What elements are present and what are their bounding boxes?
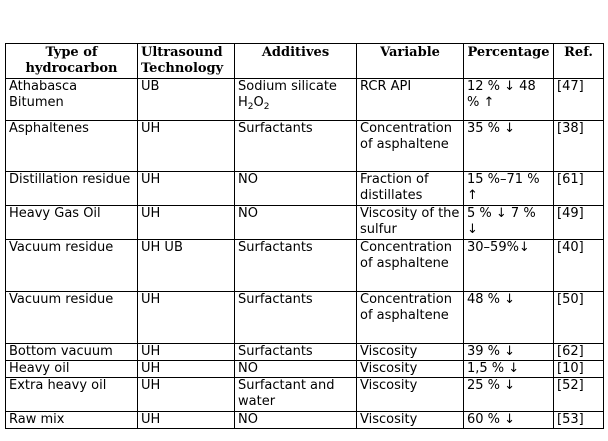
cell-technology: UB	[138, 79, 235, 121]
cell-variable: Concentration of asphaltene	[357, 292, 464, 344]
cell-additives: NO	[235, 206, 357, 240]
cell-technology: UH	[138, 206, 235, 240]
cell-additives: Surfactants	[235, 240, 357, 292]
cell-technology: UH	[138, 172, 235, 206]
cell-additives: NO	[235, 172, 357, 206]
cell-percentage: 48 % ↓	[464, 292, 554, 344]
cell-ref: [10]	[554, 361, 604, 378]
cell-variable: Fraction of distillates	[357, 172, 464, 206]
cell-variable: RCR API	[357, 79, 464, 121]
cell-hydrocarbon: Heavy Gas Oil	[6, 206, 138, 240]
cell-technology: UH	[138, 344, 235, 361]
table-row	[6, 412, 604, 429]
cell-additives: Surfactants	[235, 292, 357, 344]
cell-ref: [62]	[554, 344, 604, 361]
header-additives: Additives	[235, 44, 357, 79]
cell-technology: UH	[138, 361, 235, 378]
cell-hydrocarbon: Bottom vacuum	[6, 344, 138, 361]
header-ultrasound-technology: Ultrasound Technology	[138, 44, 235, 79]
cell-ref: [49]	[554, 206, 604, 240]
cell-percentage: 25 % ↓	[464, 378, 554, 412]
table-row	[6, 79, 604, 121]
cell-additives: NO	[235, 412, 357, 429]
cell-technology: UH	[138, 412, 235, 429]
header-variable: Variable	[357, 44, 464, 79]
cell-ref: [53]	[554, 412, 604, 429]
cell-technology: UH UB	[138, 240, 235, 292]
table-row	[6, 292, 604, 344]
table-row	[6, 172, 604, 206]
cell-hydrocarbon: Extra heavy oil	[6, 378, 138, 412]
header-ref: Ref.	[554, 44, 604, 79]
cell-variable: Viscosity	[357, 361, 464, 378]
cell-additives: Surfactants	[235, 344, 357, 361]
cell-technology: UH	[138, 292, 235, 344]
cell-additives: Surfactant and water	[235, 378, 357, 412]
cell-percentage: 15 %–71 % ↑	[464, 172, 554, 206]
header-percentage: Percentage	[464, 44, 554, 79]
cell-hydrocarbon: Vacuum residue	[6, 292, 138, 344]
cell-percentage: 39 % ↓	[464, 344, 554, 361]
cell-additives: Surfactants	[235, 121, 357, 172]
cell-percentage: 60 % ↓	[464, 412, 554, 429]
cell-percentage: 1,5 % ↓	[464, 361, 554, 378]
cell-hydrocarbon: Vacuum residue	[6, 240, 138, 292]
cell-technology: UH	[138, 121, 235, 172]
table-row	[6, 240, 604, 292]
cell-ref: [40]	[554, 240, 604, 292]
cell-hydrocarbon: Asphaltenes	[6, 121, 138, 172]
cell-ref: [61]	[554, 172, 604, 206]
cell-ref: [38]	[554, 121, 604, 172]
cell-variable: Viscosity	[357, 378, 464, 412]
table-row	[6, 361, 604, 378]
cell-variable: Viscosity	[357, 344, 464, 361]
table-row	[6, 378, 604, 412]
cell-variable: Concentration of asphaltene	[357, 121, 464, 172]
cell-hydrocarbon: Distillation residue	[6, 172, 138, 206]
cell-additives: NO	[235, 361, 357, 378]
table-row	[6, 206, 604, 240]
cell-hydrocarbon: Raw mix	[6, 412, 138, 429]
cell-additives	[235, 79, 357, 121]
cell-hydrocarbon: Heavy oil	[6, 361, 138, 378]
cell-variable: Concentration of asphaltene	[357, 240, 464, 292]
cell-ref: [52]	[554, 378, 604, 412]
cell-percentage: 35 % ↓	[464, 121, 554, 172]
cell-ref: [47]	[554, 79, 604, 121]
additive-sodium-silicate: Sodium silicate	[238, 79, 337, 94]
additive-hydrogen-peroxide: $H_2O_2$	[238, 95, 270, 112]
table-row	[6, 121, 604, 172]
cell-technology: UH	[138, 378, 235, 412]
ultrasound-treatment-table	[5, 43, 604, 429]
header-hydrocarbon: Type of hydrocarbon	[6, 44, 138, 79]
cell-variable: Viscosity of the sulfur	[357, 206, 464, 240]
cell-percentage: 12 % ↓ 48 % ↑	[464, 79, 554, 121]
cell-variable: Viscosity	[357, 412, 464, 429]
cell-percentage: 30–59%↓	[464, 240, 554, 292]
cell-hydrocarbon: Athabasca Bitumen	[6, 79, 138, 121]
cell-ref: [50]	[554, 292, 604, 344]
cell-percentage: 5 % ↓ 7 % ↓	[464, 206, 554, 240]
table-row	[6, 344, 604, 361]
table-header-row	[6, 44, 604, 79]
